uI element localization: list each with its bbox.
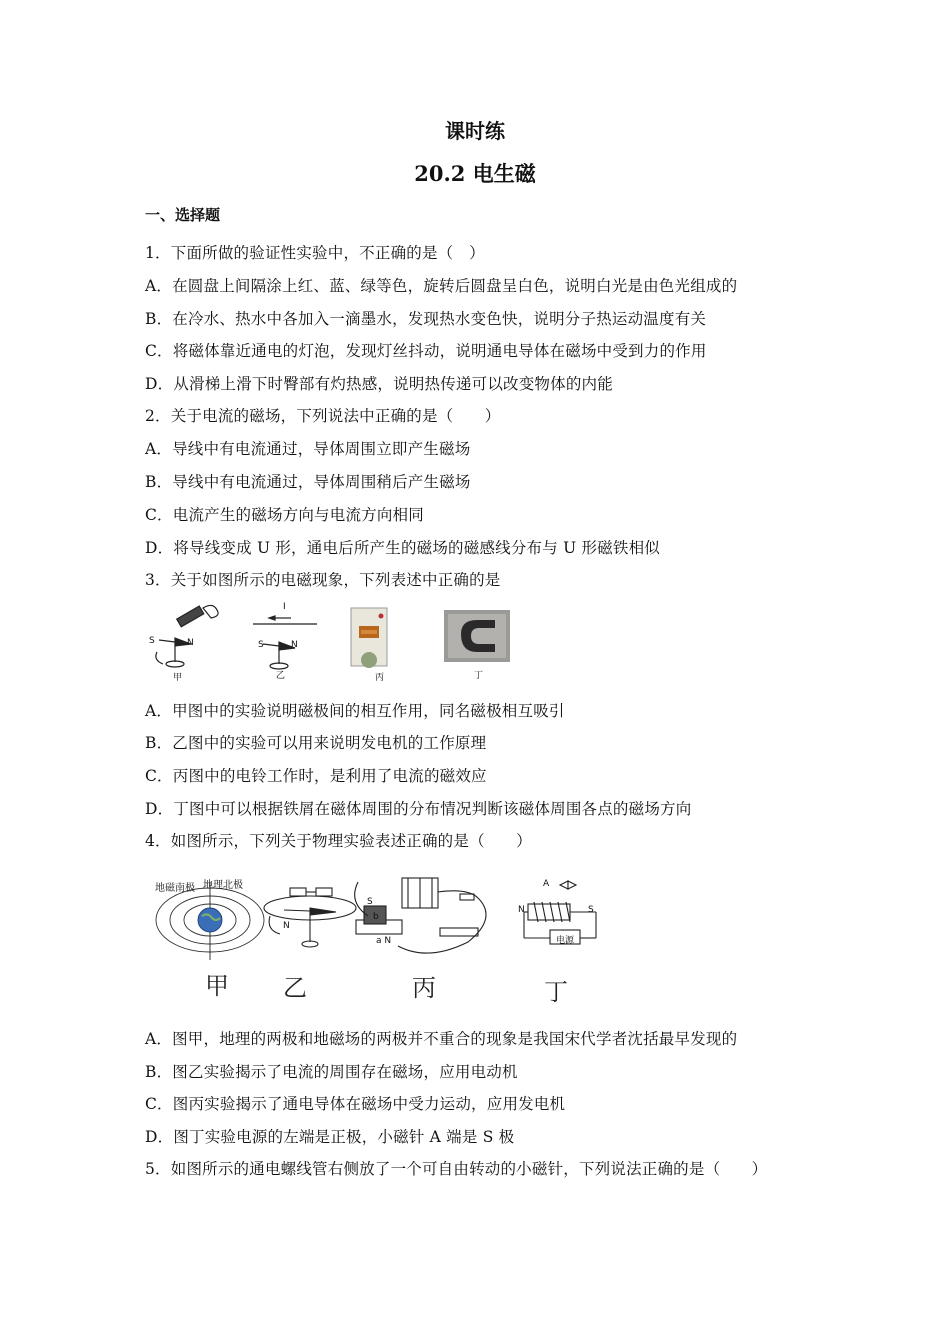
q1-option-c: C．将磁体靠近通电的灯泡，发现灯丝抖动，说明通电导体在磁场中受到力的作用 [145, 342, 707, 360]
q2-option-a: A．导线中有电流通过，导体周围立即产生磁场 [145, 440, 471, 458]
q3-caption-jia: 甲 [173, 673, 183, 683]
q4-ding-power-label: 电源 [556, 936, 575, 946]
q3-caption-yi: 乙 [276, 671, 286, 681]
q3-yi-n-label: N [291, 640, 298, 650]
q4-option-b: B．图乙实验揭示了电流的周围存在磁场，应用电动机 [145, 1063, 518, 1081]
q3-option-c: C．丙图中的电铃工作时，是利用了电流的磁效应 [145, 767, 487, 785]
q3-option-a: A．甲图中的实验说明磁极间的相互作用，同名磁极相互吸引 [145, 702, 565, 720]
q3-fig-bing [351, 608, 387, 668]
q3-caption-ding: 丁 [474, 671, 484, 681]
question-1: 1．下面所做的验证性实验中，不正确的是（ ） [145, 244, 485, 262]
q4-ding-n-label: N [518, 905, 525, 915]
q1-option-a: A．在圆盘上间隔涂上红、蓝、绿等色，旋转后圆盘呈白色，说明白光是由色光组成的 [145, 277, 738, 295]
q4-bing-b-label: b [373, 912, 379, 922]
q4-caption-bing: 丙 [412, 974, 436, 1002]
q3-jia-s-label: S [149, 636, 155, 646]
question-2: 2．关于电流的磁场，下列说法中正确的是（ ） [145, 407, 501, 425]
q4-yi-n-label: N [283, 921, 290, 931]
question-5: 5．如图所示的通电螺线管右侧放了一个可自由转动的小磁针，下列说法正确的是（ ） [145, 1160, 768, 1178]
q3-fig-jia [156, 605, 218, 667]
q4-ding-a-label: A [543, 879, 550, 889]
q3-option-b: B．乙图中的实验可以用来说明发电机的工作原理 [145, 734, 487, 752]
q4-option-c: C．图丙实验揭示了通电导体在磁场中受力运动，应用发电机 [145, 1095, 566, 1113]
q4-geo-north-label: 地理北极 [203, 880, 243, 891]
q1-option-b: B．在冷水、热水中各加入一滴墨水，发现热水变色快，说明分子热运动温度有关 [145, 310, 707, 328]
q4-bing-an-label: a N [376, 936, 392, 946]
q4-ding-s-label: S [588, 905, 594, 915]
q3-option-d: D．丁图中可以根据铁屑在磁体周围的分布情况判断该磁体周围各点的磁场方向 [145, 800, 692, 818]
q3-caption-bing: 丙 [375, 673, 385, 683]
q3-figure [145, 600, 525, 682]
q4-fig-yi [264, 888, 356, 947]
page-title: 课时练 [445, 119, 505, 143]
q3-yi-s-label: S [258, 640, 264, 650]
q4-option-a: A．图甲，地理的两极和地磁场的两极并不重合的现象是我国宋代学者沈括最早发现的 [145, 1030, 738, 1048]
q3-fig-ding [444, 610, 510, 662]
q1-option-d: D．从滑梯上滑下时臀部有灼热感，说明热传递可以改变物体的内能 [145, 375, 613, 393]
q4-caption-ding: 丁 [544, 978, 568, 1006]
q4-option-d: D．图丁实验电源的左端是正极，小磁针 A 端是 S 极 [145, 1128, 515, 1146]
q4-bing-s-label: S [367, 897, 373, 907]
q4-caption-jia: 甲 [205, 972, 229, 1000]
q3-yi-current-label: I [283, 602, 286, 612]
q3-jia-n-label: N [187, 638, 194, 648]
q2-option-d: D．将导线变成 U 形，通电后所产生的磁场的磁感线分布与 U 形磁铁相似 [145, 539, 660, 557]
q4-caption-yi: 乙 [283, 974, 307, 1002]
question-3: 3．关于如图所示的电磁现象，下列表述中正确的是 [145, 571, 501, 589]
section-title: 一、选择题 [145, 206, 221, 224]
q2-option-c: C．电流产生的磁场方向与电流方向相同 [145, 506, 424, 524]
q4-geo-south-label: 地磁南极 [155, 883, 195, 894]
q2-option-b: B．导线中有电流通过，导体周围稍后产生磁场 [145, 473, 471, 491]
page-subtitle: 20.2 电生磁 [414, 161, 536, 186]
question-4: 4．如图所示，下列关于物理实验表述正确的是（ ） [145, 832, 532, 850]
